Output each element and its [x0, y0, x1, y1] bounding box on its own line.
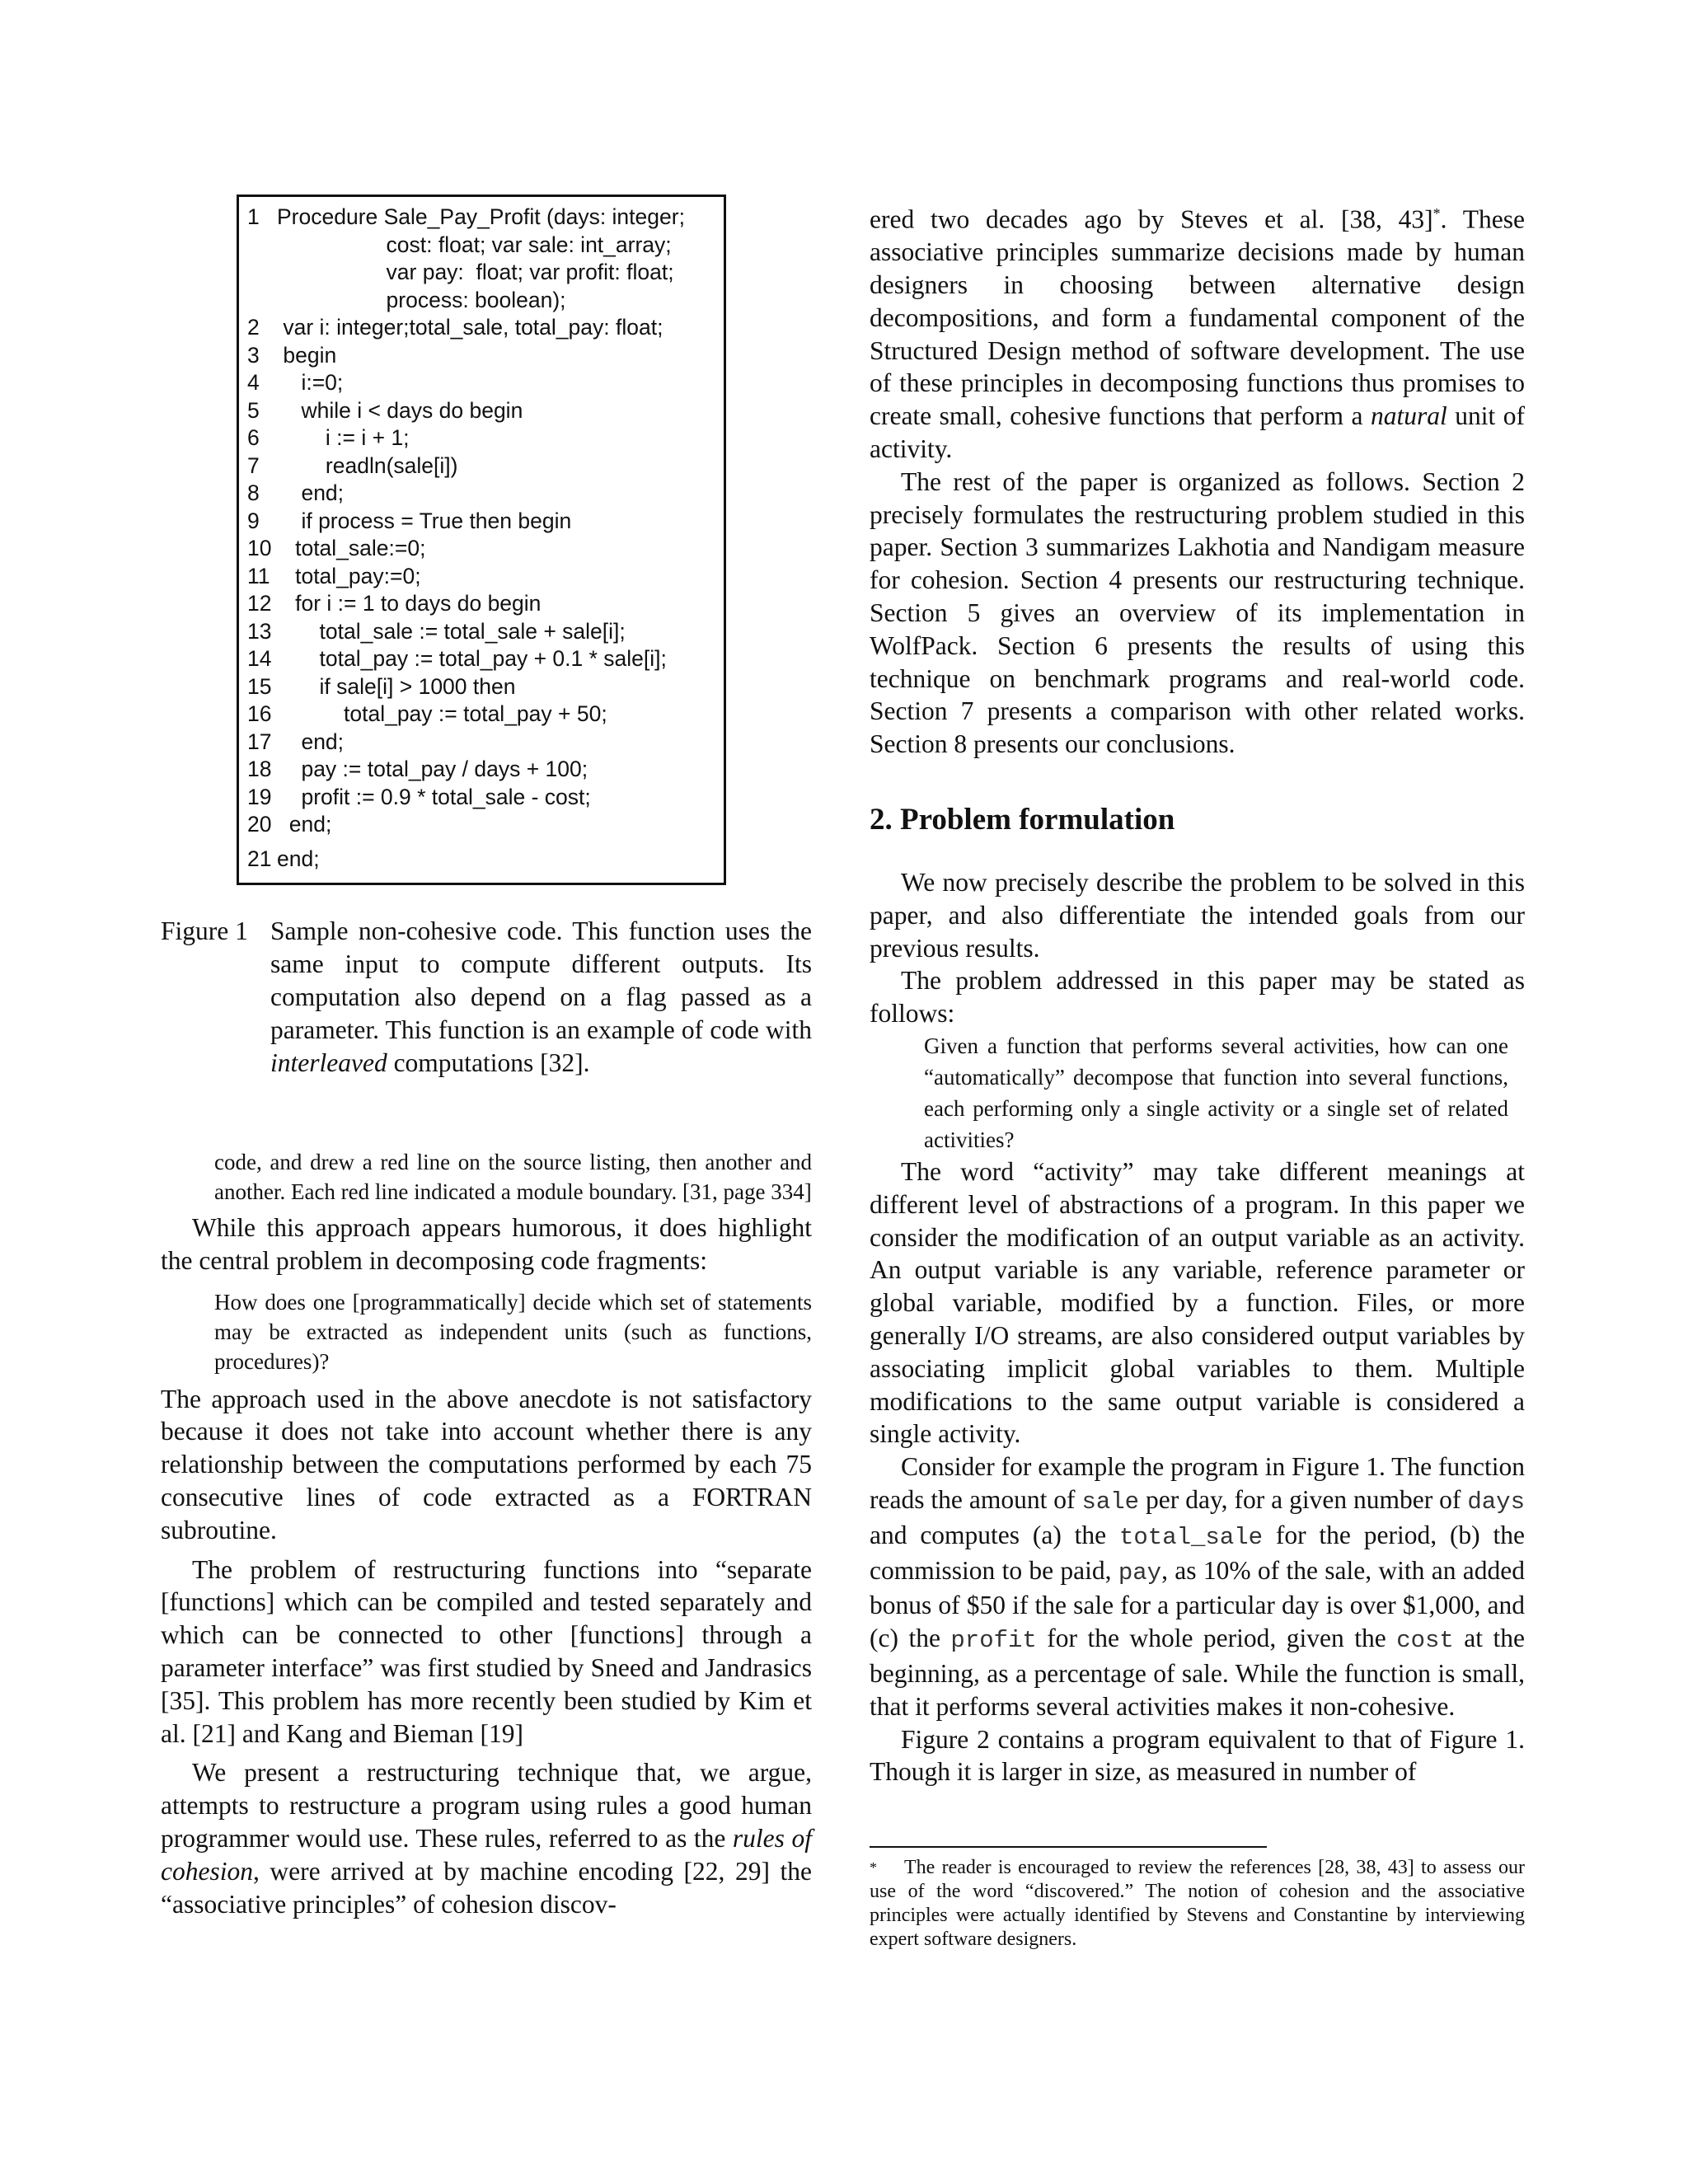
figure-label: Figure 1: [161, 916, 248, 945]
code-line: [247, 259, 719, 287]
code-line-number: 20: [247, 812, 272, 837]
paragraph: The problem of restructuring functions into “separate [functions] which can be compiled and tested separately and which can be connected to other [functions] through a parameter interface” was first studied by Sneed and Jandrasics [35]. This problem has more recently been studied by Kim et al. [21] and Kang and Bieman [19]: [161, 1554, 812, 1748]
section-heading: 2. Problem formulation: [870, 803, 1175, 837]
code-line-text: pay := total_pay / days + 100;: [277, 757, 588, 781]
code-line-number: 9: [247, 508, 260, 533]
footnote: [870, 1856, 1525, 1952]
figure-1-code-box: [237, 194, 726, 885]
paragraph: The approach used in the above anecdote is not satisfactory because it does not take into account whether there is any relationship between the computations performed by each 75 consecutive lines of code extracted as a FORTRAN subroutine.: [161, 1384, 812, 1544]
figure-1-caption: [161, 915, 812, 1080]
code-line-number: 10: [247, 536, 272, 560]
block-quote: How does one [programmatically] decide which set of statements may be extracted as independent units (such as functions, procedures)?: [214, 1289, 812, 1374]
block-quote: Given a function that performs several activities, how can one “automatically” decompose that function into several functions, each performing only a single activity or a single set of related activities?: [924, 1033, 1508, 1153]
code-line-text: end;: [277, 729, 345, 754]
code-line-text: for i := 1 to days do begin: [277, 591, 542, 616]
paragraph: ered two decades ago by Steves et al. [38, 43]*. These associative principles summarize decisions made by human designers in choosing between alternative design decompositions, and form a fundamental component of the Structured Design method of software development. The use of these principles in decomposing functions thus promises to create small, cohesive functions that perform a natural unit of activity.: [870, 204, 1525, 464]
code-line-text: i := i + 1;: [277, 425, 410, 450]
code-line-text: readln(sale[i]): [277, 452, 458, 478]
code-line-text: total_pay:=0;: [277, 563, 421, 588]
code-inline: pay: [1118, 1558, 1162, 1586]
footnote-text: The reader is encouraged to review the references [28, 38, 43] to assess our use of the word “discovered.” The notion of cohesion and the associative principles were actually identified by Stevens and Constantine by interviewing expert software designers.: [870, 1857, 1525, 1950]
code-line-text: total_pay := total_pay + 50;: [277, 701, 607, 726]
code-line-number: 18: [247, 757, 272, 781]
code-line-number: [247, 287, 277, 315]
code-line-text: var pay: float; var profit: float;: [277, 260, 674, 284]
code-inline: days: [1467, 1488, 1525, 1516]
code-line: [247, 673, 719, 701]
code-line: [247, 811, 719, 839]
footnote-marker: *: [870, 1859, 877, 1876]
code-line: [247, 618, 719, 646]
code-line: [247, 369, 719, 397]
code-line-text: var i: integer;total_sale, total_pay: float;: [277, 315, 663, 340]
figure-caption-text: Sample non-cohesive code. This function uses the same input to compute different outputs. Its computation also depend on a flag passed as a parameter. This function is an example of code with interleaved computations [32].: [270, 916, 812, 1077]
code-line-number: 17: [247, 729, 272, 754]
paragraph: Consider for example the program in Figure 1. The function reads the amount of sale per day, for a given number of days and computes (a) the total_sale for the period, (b) the commission to be paid, pay, as 10% of the sale, with an added bonus of $50 if the sale for a particular day is over $1,000, and (c) the profit for the whole period, given the cost at the beginning, as a percentage of sale. While the function is small, that it performs several activities makes it non-cohesive.: [870, 1452, 1525, 1721]
code-line-number: 13: [247, 618, 272, 644]
code-line-text: total_sale := total_sale + sale[i];: [277, 618, 626, 644]
code-line: [247, 729, 719, 757]
code-line-text: i:=0;: [277, 370, 344, 395]
code-line-text: while i < days do begin: [277, 397, 523, 423]
code-line: [247, 480, 719, 508]
code-line-number: 15: [247, 673, 272, 699]
code-line-number: 7: [247, 452, 260, 478]
code-line-number: 21: [247, 846, 272, 871]
code-line: [247, 232, 719, 260]
paragraph: While this approach appears humorous, it does highlight the central problem in decomposing code fragments:: [161, 1213, 812, 1275]
code-line: [247, 645, 719, 673]
code-line-text: end;: [277, 480, 345, 505]
code-line-number: 12: [247, 591, 272, 616]
code-inline: cost: [1396, 1627, 1454, 1655]
code-line-text: process: boolean);: [277, 287, 566, 312]
code-line-number: 11: [247, 563, 270, 588]
code-line: [247, 314, 719, 342]
code-inline: sale: [1081, 1488, 1140, 1516]
code-line: [247, 846, 719, 874]
code-line: [247, 756, 719, 784]
footnote-rule: [870, 1846, 1267, 1848]
paragraph: The rest of the paper is organized as follows. Section 2 precisely formulates the restructuring problem studied in this paper. Section 3 summarizes Lakhotia and Nandigam measure for cohesion. Section 4 presents our restructuring technique. Section 5 gives an overview of its implementation in WolfPack. Section 6 presents the results of using this technique on benchmark programs and real-world code. Section 7 presents a comparison with other related works. Section 8 presents our conclusions.: [870, 466, 1525, 759]
paragraph: We present a restructuring technique that, we argue, attempts to restructure a program using rules a good human programmer would use. These rules, referred to as the rules of cohesion, were arrived at by machine encoding [22, 29] the “associative principles” of cohesion discov-: [161, 1758, 812, 1919]
paragraph: Figure 2 contains a program equivalent to that of Figure 1. Though it is larger in size, as measured in number of: [870, 1724, 1525, 1787]
code-line-text: if process = True then begin: [277, 508, 572, 533]
code-line-text: Procedure Sale_Pay_Profit (days: integer;: [277, 204, 685, 229]
code-line: [247, 508, 719, 536]
code-line: [247, 563, 719, 591]
code-line-number: 3: [247, 342, 260, 368]
code-line: [247, 701, 719, 729]
code-line: [247, 204, 719, 232]
code-line-text: begin: [277, 342, 337, 368]
code-line-text: if sale[i] > 1000 then: [277, 673, 516, 699]
code-line-number: 5: [247, 397, 260, 423]
code-line-text: cost: float; var sale: int_array;: [277, 232, 672, 257]
code-line: [247, 424, 719, 452]
code-line-number: 4: [247, 370, 260, 395]
code-line: [247, 590, 719, 618]
paragraph: The word “activity” may take different meanings at different level of abstractions of a program. In this paper we consider the modification of an output variable as an activity. An output variable is any variable, reference parameter or global variable, modified by a function. Files, or more generally I/O streams, are also considered output variables by associating implicit global variables to them. Multiple modifications to the same output variable is considered a single activity.: [870, 1157, 1525, 1449]
code-line-number: [247, 259, 277, 287]
code-line-number: 16: [247, 701, 272, 726]
code-line-number: [247, 232, 277, 260]
code-line-number: 2: [247, 315, 260, 340]
code-inline: total_sale: [1119, 1523, 1264, 1551]
code-line: [247, 287, 719, 315]
code-line: [247, 784, 719, 812]
code-line: [247, 535, 719, 563]
paragraph: We now precisely describe the problem to be solved in this paper, and also differentiate the intended goals from our previous results.: [870, 868, 1525, 963]
code-line-number: 6: [247, 425, 260, 450]
code-line-text: end;: [277, 812, 332, 837]
code-line-number: 14: [247, 646, 272, 671]
right-column: [870, 198, 1525, 1788]
code-line: [247, 342, 719, 370]
code-line-number: 1: [247, 204, 260, 229]
code-line-number: 19: [247, 784, 272, 809]
code-line: [247, 397, 719, 425]
left-column: [161, 1147, 812, 1920]
block-quote: code, and drew a red line on the source listing, then another and another. Each red line indicated a module boundary. [31, page 334]: [214, 1150, 812, 1204]
paragraph: The problem addressed in this paper may be stated as follows:: [870, 966, 1525, 1029]
footnote-ref: *: [1432, 205, 1441, 222]
code-line: [247, 452, 719, 480]
code-listing: [247, 204, 719, 873]
code-line-text: total_pay := total_pay + 0.1 * sale[i];: [277, 646, 667, 671]
code-line-text: total_sale:=0;: [277, 536, 426, 560]
code-line-number: 8: [247, 480, 260, 505]
code-line-text: profit := 0.9 * total_sale - cost;: [277, 784, 591, 809]
code-line-text: end;: [277, 846, 320, 871]
code-inline: profit: [950, 1627, 1037, 1655]
